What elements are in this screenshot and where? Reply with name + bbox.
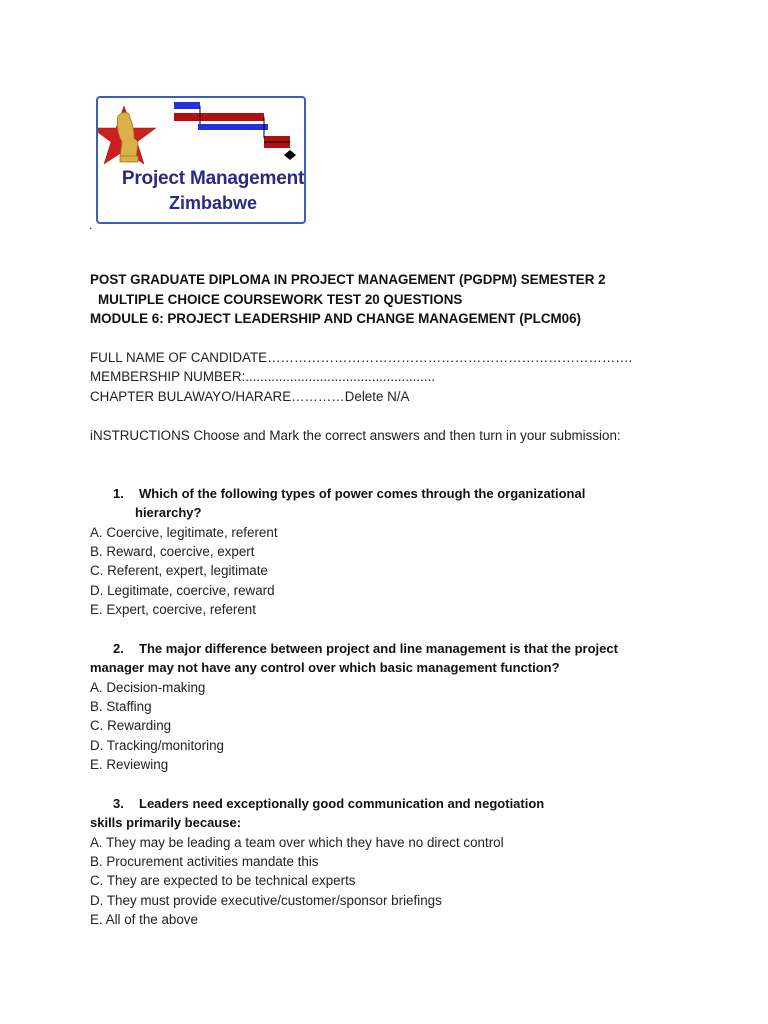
question-2-line-2: manager may not have any control over which basic management function? [90, 660, 560, 675]
stray-dot: . [89, 218, 93, 232]
project-management-zimbabwe-logo [96, 96, 306, 224]
question-3-option-c: C. They are expected to be technical experts [90, 873, 356, 888]
question-1-option-e: E. Expert, coercive, referent [90, 602, 256, 617]
question-2-option-a: A. Decision-making [90, 680, 206, 695]
question-2-option-d: D. Tracking/monitoring [90, 738, 224, 753]
question-3-option-d: D. They must provide executive/customer/sponsor briefings [90, 893, 442, 908]
question-1-line-1 [113, 486, 585, 502]
header-line-1: POST GRADUATE DIPLOMA IN PROJECT MANAGEMENT (PGDPM) SEMESTER 2 [90, 272, 606, 287]
question-3-option-a: A. They may be leading a team over which they have no direct control [90, 835, 504, 850]
question-3-option-b: B. Procurement activities mandate this [90, 854, 319, 869]
instructions: iNSTRUCTIONS Choose and Mark the correct answers and then turn in your submission: [90, 428, 621, 443]
chapter-field: CHAPTER BULAWAYO/HARARE…………Delete N/A [90, 389, 410, 404]
question-1-option-d: D. Legitimate, coercive, reward [90, 583, 275, 598]
question-1-line-2: hierarchy? [135, 505, 202, 520]
question-2-option-b: B. Staffing [90, 699, 152, 714]
question-2-option-e: E. Reviewing [90, 757, 169, 772]
question-1-option-c: C. Referent, expert, legitimate [90, 563, 268, 578]
full-name-field: FULL NAME OF CANDIDATE………………………………………………………………………. [90, 350, 633, 365]
question-number: 1. [113, 486, 124, 501]
question-2-option-c: C. Rewarding [90, 718, 172, 733]
question-1-option-a: A. Coercive, legitimate, referent [90, 525, 278, 540]
question-number: 3. [113, 796, 124, 811]
question-number: 2. [113, 641, 124, 656]
logo-title-line1: Project Management [121, 168, 305, 189]
question-3-line-2: skills primarily because: [90, 815, 242, 830]
question-3-line-1 [113, 796, 544, 812]
membership-number-field: MEMBERSHIP NUMBER:................................................... [90, 369, 435, 384]
question-text: Which of the following types of power comes through the organizational [139, 486, 586, 501]
question-3-option-e: E. All of the above [90, 912, 198, 927]
header-line-3: MODULE 6: PROJECT LEADERSHIP AND CHANGE MANAGEMENT (PLCM06) [90, 311, 582, 326]
question-text: Leaders need exceptionally good communication and negotiation [139, 796, 545, 811]
question-2-line-1 [113, 641, 618, 657]
logo-title-line2: Zimbabwe [168, 193, 257, 213]
question-text: The major difference between project and line management is that the project [139, 641, 618, 656]
question-1-option-b: B. Reward, coercive, expert [90, 544, 255, 559]
header-line-2: MULTIPLE CHOICE COURSEWORK TEST 20 QUESTIONS [98, 292, 463, 307]
gantt-chart-icon [174, 102, 296, 160]
